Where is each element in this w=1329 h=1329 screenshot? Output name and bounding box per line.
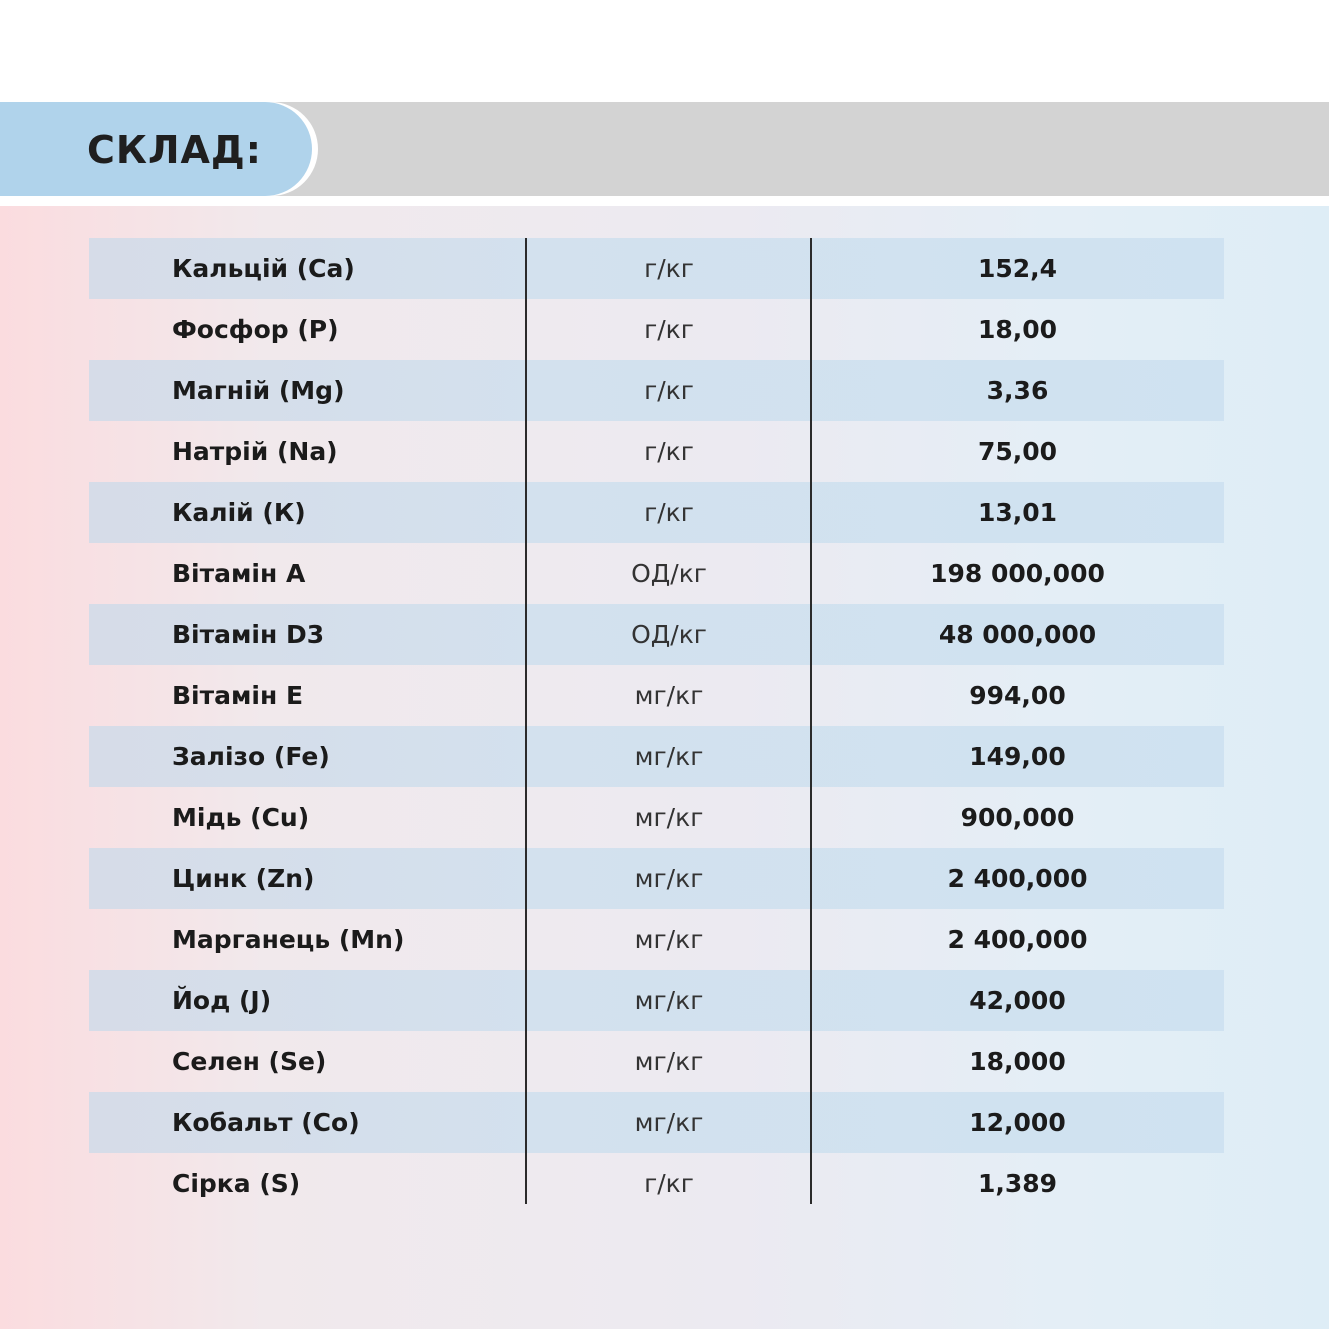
nutrient-unit: мг/кг <box>634 742 704 771</box>
nutrient-name: Мідь (Cu) <box>172 803 310 832</box>
nutrient-value: 18,00 <box>977 315 1058 344</box>
table-row <box>89 1031 1224 1092</box>
table-row <box>89 909 1224 970</box>
nutrient-value: 900,000 <box>960 803 1075 832</box>
nutrient-name: Фосфор (Р) <box>172 315 339 344</box>
table-row <box>89 421 1224 482</box>
nutrient-unit: мг/кг <box>634 986 704 1015</box>
page-title: СКЛАД: <box>87 128 262 172</box>
nutrient-value: 12,000 <box>969 1108 1066 1137</box>
nutrient-name: Сірка (S) <box>172 1169 301 1198</box>
nutrient-unit: г/кг <box>644 315 694 344</box>
nutrient-unit: г/кг <box>644 1169 694 1198</box>
nutrient-value: 13,01 <box>977 498 1058 527</box>
nutrient-unit: мг/кг <box>634 925 704 954</box>
table-row <box>89 787 1224 848</box>
nutrient-value: 198 000,000 <box>930 559 1105 588</box>
nutrient-unit: г/кг <box>644 437 694 466</box>
nutrient-name: Йод (J) <box>172 986 272 1015</box>
nutrient-value: 3,36 <box>986 376 1049 405</box>
nutrient-name: Кальцій (Ca) <box>172 254 355 283</box>
table-row <box>89 726 1224 787</box>
nutrient-name: Селен (Se) <box>172 1047 327 1076</box>
table-row <box>89 543 1224 604</box>
nutrient-unit: мг/кг <box>634 1108 704 1137</box>
table-row <box>89 665 1224 726</box>
column-divider <box>525 238 527 1204</box>
nutrient-name: Марганець (Mn) <box>172 925 405 954</box>
table-row <box>89 360 1224 421</box>
nutrient-value: 48 000,000 <box>938 620 1097 649</box>
nutrient-unit: г/кг <box>644 498 694 527</box>
table-row <box>89 1092 1224 1153</box>
nutrient-value: 1,389 <box>977 1169 1058 1198</box>
table-row <box>89 604 1224 665</box>
nutrient-name: Цинк (Zn) <box>172 864 315 893</box>
nutrient-unit: мг/кг <box>634 864 704 893</box>
column-divider <box>810 238 812 1204</box>
nutrient-name: Вітамін D3 <box>172 620 325 649</box>
nutrient-value: 152,4 <box>977 254 1058 283</box>
nutrient-unit: мг/кг <box>634 1047 704 1076</box>
nutrient-name: Вітамін Е <box>172 681 304 710</box>
table-row <box>89 970 1224 1031</box>
nutrient-name: Магній (Mg) <box>172 376 345 405</box>
table-row <box>89 299 1224 360</box>
nutrient-name: Калій (К) <box>172 498 306 527</box>
nutrient-unit: г/кг <box>644 376 694 405</box>
nutrient-value: 18,000 <box>969 1047 1066 1076</box>
nutrient-name: Вітамін А <box>172 559 306 588</box>
table-row <box>89 1153 1224 1214</box>
nutrient-unit: мг/кг <box>634 803 704 832</box>
nutrient-unit: мг/кг <box>634 681 704 710</box>
composition-table <box>89 238 1224 1214</box>
nutrient-unit: г/кг <box>644 254 694 283</box>
nutrient-value: 42,000 <box>969 986 1066 1015</box>
nutrient-value: 2 400,000 <box>947 925 1088 954</box>
nutrient-value: 75,00 <box>977 437 1058 466</box>
nutrient-name: Натрій (Na) <box>172 437 338 466</box>
nutrient-value: 2 400,000 <box>947 864 1088 893</box>
table-row <box>89 238 1224 299</box>
nutrient-value: 994,00 <box>969 681 1066 710</box>
nutrient-unit: ОД/кг <box>631 559 707 588</box>
table-row <box>89 482 1224 543</box>
nutrient-name: Залізо (Fe) <box>172 742 330 771</box>
nutrient-name: Кобальт (Co) <box>172 1108 360 1137</box>
nutrient-unit: ОД/кг <box>631 620 707 649</box>
nutrient-value: 149,00 <box>969 742 1066 771</box>
table-row <box>89 848 1224 909</box>
